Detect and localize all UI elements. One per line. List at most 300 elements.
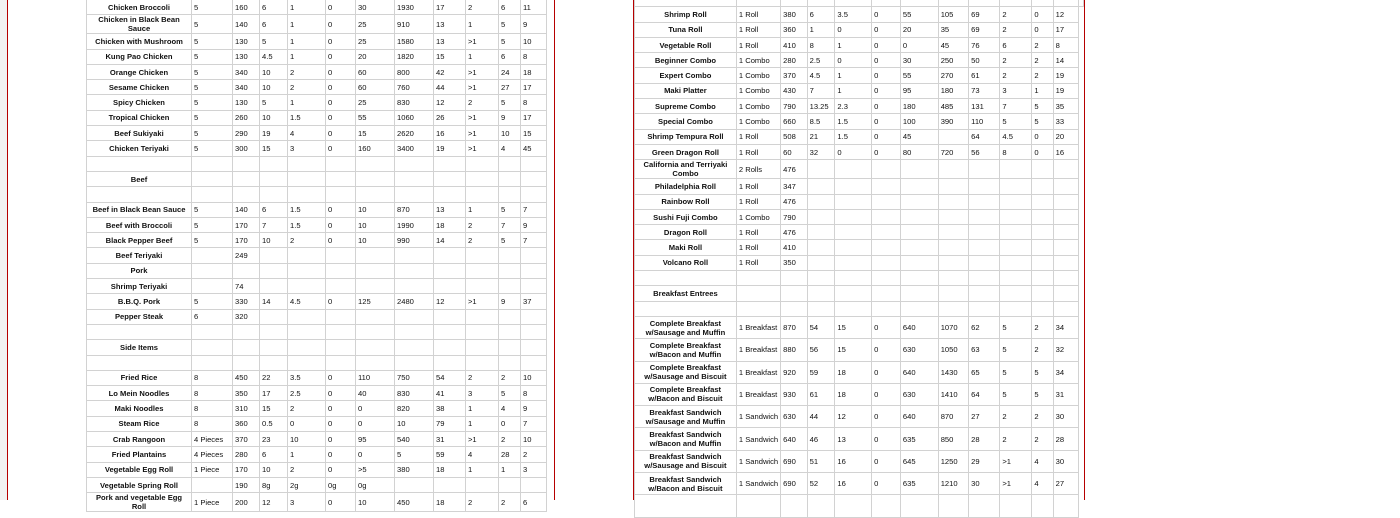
- nutrition-value-cell: [872, 0, 901, 7]
- nutrition-value-cell: 2: [1000, 22, 1032, 37]
- nutrition-value-cell: [395, 187, 434, 202]
- item-name-cell: Side Items: [87, 340, 192, 355]
- nutrition-value-cell: 1.5: [835, 114, 872, 129]
- nutrition-value-cell: 0: [1032, 22, 1053, 37]
- nutrition-value-cell: 60: [781, 144, 807, 159]
- nutrition-value-cell: [233, 355, 260, 370]
- nutrition-value-cell: 50: [969, 53, 1000, 68]
- nutrition-value-cell: 476: [781, 194, 807, 209]
- nutrition-value-cell: [326, 248, 356, 263]
- nutrition-value-cell: 40: [356, 386, 395, 401]
- table-row: [635, 144, 1084, 159]
- table-row: [87, 171, 547, 186]
- nutrition-value-cell: 5: [1000, 316, 1032, 338]
- nutrition-value-cell: [969, 495, 1000, 517]
- nutrition-value-cell: 17: [521, 110, 547, 125]
- nutrition-value-cell: [1032, 255, 1053, 270]
- nutrition-value-cell: 720: [938, 144, 968, 159]
- nutrition-value-cell: 130: [233, 49, 260, 64]
- table-row: [87, 34, 547, 49]
- nutrition-value-cell: 3: [288, 141, 326, 156]
- item-name-cell: [635, 0, 737, 7]
- nutrition-value-cell: [938, 225, 968, 240]
- nutrition-value-cell: >5: [356, 462, 395, 477]
- nutrition-value-cell: 15: [835, 339, 872, 361]
- nutrition-value-cell: 31: [434, 432, 466, 447]
- nutrition-value-cell: [466, 355, 499, 370]
- table-row: [87, 340, 547, 355]
- table-row: [635, 53, 1084, 68]
- nutrition-value-cell: [395, 309, 434, 324]
- nutrition-value-cell: 1 Sandwich: [736, 406, 780, 428]
- nutrition-value-cell: [356, 324, 395, 339]
- nutrition-value-cell: 10: [356, 233, 395, 248]
- nutrition-value-cell: 2: [1000, 53, 1032, 68]
- nutrition-value-cell: 1 Combo: [736, 53, 780, 68]
- nutrition-value-cell: 0: [499, 416, 521, 431]
- nutrition-value-cell: [900, 240, 938, 255]
- nutrition-value-cell: [1053, 179, 1078, 194]
- table-row: [87, 156, 547, 171]
- nutrition-value-cell: [288, 279, 326, 294]
- nutrition-value-cell: 45: [938, 37, 968, 52]
- nutrition-value-cell: 30: [900, 53, 938, 68]
- nutrition-value-cell: [736, 495, 780, 517]
- nutrition-value-cell: [466, 156, 499, 171]
- nutrition-value-cell: 28: [499, 447, 521, 462]
- nutrition-value-cell: [938, 160, 968, 179]
- nutrition-value-cell: [326, 187, 356, 202]
- nutrition-value-cell: [1000, 255, 1032, 270]
- nutrition-value-cell: 60: [356, 64, 395, 79]
- nutrition-value-cell: 56: [969, 144, 1000, 159]
- nutrition-value-cell: 14: [1053, 53, 1078, 68]
- nutrition-value-cell: 79: [434, 416, 466, 431]
- nutrition-value-cell: 2: [288, 80, 326, 95]
- nutrition-value-cell: [1000, 225, 1032, 240]
- nutrition-value-cell: 1 Combo: [736, 99, 780, 114]
- nutrition-value-cell: 1: [288, 34, 326, 49]
- nutrition-value-cell: [356, 171, 395, 186]
- nutrition-value-cell: 13: [434, 15, 466, 34]
- nutrition-value-cell: [807, 179, 835, 194]
- nutrition-value-cell: [260, 324, 288, 339]
- nutrition-value-cell: [835, 301, 872, 316]
- table-row: [87, 126, 547, 141]
- nutrition-value-cell: [260, 187, 288, 202]
- nutrition-value-cell: [434, 171, 466, 186]
- nutrition-value-cell: 6: [499, 0, 521, 15]
- nutrition-value-cell: [807, 301, 835, 316]
- nutrition-value-cell: 55: [900, 68, 938, 83]
- nutrition-value-cell: 370: [781, 68, 807, 83]
- nutrition-value-cell: 2: [499, 370, 521, 385]
- nutrition-value-cell: [260, 340, 288, 355]
- nutrition-value-cell: [356, 248, 395, 263]
- nutrition-value-cell: [326, 324, 356, 339]
- nutrition-value-cell: [326, 355, 356, 370]
- nutrition-value-cell: [192, 248, 233, 263]
- nutrition-value-cell: 4 Pieces: [192, 447, 233, 462]
- table-row: [635, 22, 1084, 37]
- nutrition-value-cell: [807, 160, 835, 179]
- nutrition-value-cell: [938, 255, 968, 270]
- item-name-cell: Philadelphia Roll: [635, 179, 737, 194]
- nutrition-value-cell: >1: [466, 110, 499, 125]
- nutrition-value-cell: 7: [260, 217, 288, 232]
- nutrition-value-cell: 9: [521, 401, 547, 416]
- nutrition-value-cell: 55: [900, 7, 938, 22]
- nutrition-value-cell: [260, 355, 288, 370]
- nutrition-value-cell: 1 Roll: [736, 255, 780, 270]
- nutrition-value-cell: [1032, 286, 1053, 301]
- table-row: [635, 240, 1084, 255]
- nutrition-value-cell: 5: [1000, 383, 1032, 405]
- nutrition-value-cell: 0: [326, 386, 356, 401]
- document-page-left[interactable]: [7, 0, 555, 512]
- nutrition-value-cell: 0: [872, 383, 901, 405]
- nutrition-value-cell: 0: [872, 473, 901, 495]
- nutrition-value-cell: [521, 156, 547, 171]
- nutrition-value-cell: 63: [969, 339, 1000, 361]
- nutrition-value-cell: [356, 340, 395, 355]
- nutrition-value-cell: 18: [434, 217, 466, 232]
- table-row: [635, 450, 1084, 472]
- nutrition-value-cell: 1 Roll: [736, 22, 780, 37]
- item-name-cell: Breakfast Sandwich w/Bacon and Muffin: [635, 428, 737, 450]
- nutrition-value-cell: 0: [872, 428, 901, 450]
- item-name-cell: Steam Rice: [87, 416, 192, 431]
- nutrition-value-cell: [260, 309, 288, 324]
- nutrition-value-cell: [499, 171, 521, 186]
- nutrition-value-cell: 10: [395, 416, 434, 431]
- nutrition-value-cell: [326, 340, 356, 355]
- nutrition-value-cell: 15: [835, 316, 872, 338]
- item-name-cell: Complete Breakfast w/Bacon and Muffin: [635, 339, 737, 361]
- nutrition-value-cell: [288, 340, 326, 355]
- nutrition-value-cell: 16: [835, 473, 872, 495]
- nutrition-value-cell: 44: [434, 80, 466, 95]
- nutrition-value-cell: [356, 156, 395, 171]
- item-name-cell: Volcano Roll: [635, 255, 737, 270]
- item-name-cell: Tuna Roll: [635, 22, 737, 37]
- nutrition-value-cell: 2: [288, 462, 326, 477]
- nutrition-value-cell: 110: [356, 370, 395, 385]
- nutrition-value-cell: 0: [326, 15, 356, 34]
- nutrition-value-cell: [499, 156, 521, 171]
- nutrition-value-cell: 30: [1053, 450, 1078, 472]
- nutrition-value-cell: 5: [1032, 99, 1053, 114]
- nutrition-value-cell: 870: [938, 406, 968, 428]
- nutrition-value-cell: 2: [1032, 316, 1053, 338]
- nutrition-value-cell: [434, 279, 466, 294]
- nutrition-value-cell: [900, 255, 938, 270]
- nutrition-value-cell: 69: [969, 22, 1000, 37]
- nutrition-value-cell: 20: [900, 22, 938, 37]
- nutrition-value-cell: 0: [872, 7, 901, 22]
- nutrition-value-cell: 1: [1032, 83, 1053, 98]
- document-page-right[interactable]: [633, 0, 1085, 500]
- nutrition-value-cell: [356, 263, 395, 278]
- nutrition-value-cell: [521, 263, 547, 278]
- nutrition-value-cell: [466, 171, 499, 186]
- nutrition-value-cell: 430: [781, 83, 807, 98]
- nutrition-value-cell: 4.5: [260, 49, 288, 64]
- nutrition-value-cell: 14: [434, 233, 466, 248]
- nutrition-value-cell: [1032, 160, 1053, 179]
- nutrition-value-cell: 34: [1053, 361, 1078, 383]
- item-name-cell: Vegetable Egg Roll: [87, 462, 192, 477]
- nutrition-value-cell: 5: [192, 80, 233, 95]
- nutrition-value-cell: [807, 495, 835, 517]
- nutrition-value-cell: 27: [499, 80, 521, 95]
- nutrition-value-cell: 15: [521, 126, 547, 141]
- nutrition-value-cell: 8.5: [807, 114, 835, 129]
- nutrition-value-cell: 12: [835, 406, 872, 428]
- nutrition-value-cell: 0: [356, 416, 395, 431]
- nutrition-value-cell: 350: [233, 386, 260, 401]
- nutrition-value-cell: [499, 263, 521, 278]
- nutrition-value-cell: 0: [872, 361, 901, 383]
- nutrition-value-cell: 1580: [395, 34, 434, 49]
- nutrition-value-cell: 870: [395, 202, 434, 217]
- nutrition-value-cell: [969, 0, 1000, 7]
- nutrition-value-cell: [326, 263, 356, 278]
- nutrition-value-cell: 380: [781, 7, 807, 22]
- item-name-cell: [635, 301, 737, 316]
- nutrition-value-cell: 0: [326, 110, 356, 125]
- nutrition-value-cell: [872, 225, 901, 240]
- nutrition-value-cell: 2.5: [807, 53, 835, 68]
- nutrition-value-cell: 6: [1000, 37, 1032, 52]
- nutrition-value-cell: 1: [288, 95, 326, 110]
- table-row: [635, 406, 1084, 428]
- nutrition-value-cell: 2: [1000, 68, 1032, 83]
- nutrition-value-cell: [521, 248, 547, 263]
- nutrition-value-cell: [434, 309, 466, 324]
- nutrition-value-cell: 110: [969, 114, 1000, 129]
- nutrition-value-cell: [872, 301, 901, 316]
- nutrition-value-cell: 2: [466, 370, 499, 385]
- nutrition-value-cell: 1820: [395, 49, 434, 64]
- nutrition-value-cell: 6: [260, 202, 288, 217]
- nutrition-value-cell: [499, 324, 521, 339]
- nutrition-value-cell: 0: [326, 34, 356, 49]
- nutrition-value-cell: [1032, 194, 1053, 209]
- nutrition-value-cell: 7: [499, 217, 521, 232]
- nutrition-value-cell: [938, 271, 968, 286]
- nutrition-value-cell: [807, 209, 835, 224]
- nutrition-value-cell: 65: [969, 361, 1000, 383]
- nutrition-value-cell: [499, 309, 521, 324]
- nutrition-value-cell: [288, 324, 326, 339]
- nutrition-value-cell: 1 Breakfast: [736, 383, 780, 405]
- nutrition-value-cell: [192, 355, 233, 370]
- nutrition-value-cell: 1 Breakfast: [736, 361, 780, 383]
- nutrition-value-cell: 170: [233, 217, 260, 232]
- nutrition-value-cell: 10: [260, 80, 288, 95]
- nutrition-value-cell: 410: [781, 240, 807, 255]
- nutrition-value-cell: 3: [466, 386, 499, 401]
- nutrition-value-cell: 18: [835, 383, 872, 405]
- item-name-cell: Green Dragon Roll: [635, 144, 737, 159]
- nutrition-value-cell: 5: [192, 202, 233, 217]
- nutrition-value-cell: [1000, 301, 1032, 316]
- nutrition-value-cell: 28: [1053, 428, 1078, 450]
- nutrition-value-cell: 1 Roll: [736, 240, 780, 255]
- nutrition-value-cell: [835, 495, 872, 517]
- table-row: [87, 202, 547, 217]
- nutrition-value-cell: 0.5: [260, 416, 288, 431]
- table-row: [635, 194, 1084, 209]
- item-name-cell: [635, 495, 737, 517]
- nutrition-value-cell: [835, 0, 872, 7]
- item-name-cell: Maki Platter: [635, 83, 737, 98]
- nutrition-value-cell: >1: [466, 294, 499, 309]
- nutrition-value-cell: [1000, 194, 1032, 209]
- nutrition-value-cell: 1: [466, 462, 499, 477]
- nutrition-value-cell: 19: [260, 126, 288, 141]
- nutrition-value-cell: [900, 301, 938, 316]
- nutrition-value-cell: [288, 248, 326, 263]
- nutrition-value-cell: [1000, 286, 1032, 301]
- table-row: [87, 432, 547, 447]
- nutrition-value-cell: [233, 171, 260, 186]
- nutrition-value-cell: [1032, 495, 1053, 517]
- nutrition-value-cell: 270: [938, 68, 968, 83]
- item-name-cell: Rainbow Roll: [635, 194, 737, 209]
- nutrition-value-cell: 0: [326, 432, 356, 447]
- nutrition-value-cell: 5: [192, 110, 233, 125]
- item-name-cell: [87, 156, 192, 171]
- nutrition-value-cell: 35: [938, 22, 968, 37]
- nutrition-value-cell: 4.5: [807, 68, 835, 83]
- nutrition-value-cell: [288, 263, 326, 278]
- item-name-cell: Tropical Chicken: [87, 110, 192, 125]
- nutrition-value-cell: 410: [781, 37, 807, 52]
- nutrition-value-cell: 0: [872, 83, 901, 98]
- nutrition-value-cell: 760: [395, 80, 434, 95]
- nutrition-value-cell: [395, 171, 434, 186]
- nutrition-value-cell: 990: [395, 233, 434, 248]
- nutrition-value-cell: 25: [356, 15, 395, 34]
- nutrition-value-cell: 130: [233, 34, 260, 49]
- nutrition-value-cell: [872, 255, 901, 270]
- nutrition-value-cell: 27: [1053, 473, 1078, 495]
- nutrition-value-cell: 8: [521, 95, 547, 110]
- nutrition-value-cell: 5: [1032, 361, 1053, 383]
- nutrition-value-cell: 6: [807, 7, 835, 22]
- nutrition-value-cell: [499, 477, 521, 492]
- nutrition-value-cell: 15: [434, 49, 466, 64]
- nutrition-value-cell: 0: [326, 95, 356, 110]
- nutrition-value-cell: >1: [466, 80, 499, 95]
- nutrition-value-cell: 170: [233, 462, 260, 477]
- nutrition-value-cell: 10: [356, 217, 395, 232]
- nutrition-value-cell: 140: [233, 15, 260, 34]
- nutrition-value-cell: 15: [356, 126, 395, 141]
- item-name-cell: Pork: [87, 263, 192, 278]
- nutrition-value-cell: 5: [192, 15, 233, 34]
- nutrition-value-cell: 32: [807, 144, 835, 159]
- nutrition-value-cell: 64: [969, 129, 1000, 144]
- table-row: [635, 99, 1084, 114]
- nutrition-value-cell: [781, 301, 807, 316]
- nutrition-value-cell: 1 Roll: [736, 225, 780, 240]
- nutrition-value-cell: [1032, 301, 1053, 316]
- table-row: [87, 80, 547, 95]
- nutrition-value-cell: [356, 279, 395, 294]
- nutrition-value-cell: 12: [434, 294, 466, 309]
- nutrition-value-cell: [1000, 495, 1032, 517]
- nutrition-value-cell: 0: [872, 37, 901, 52]
- nutrition-value-cell: 0: [872, 68, 901, 83]
- nutrition-value-cell: 17: [434, 0, 466, 15]
- nutrition-value-cell: 1: [466, 15, 499, 34]
- table-row: [87, 386, 547, 401]
- nutrition-value-cell: 390: [938, 114, 968, 129]
- nutrition-value-cell: 59: [807, 361, 835, 383]
- nutrition-value-cell: [260, 263, 288, 278]
- nutrition-value-cell: 0g: [356, 477, 395, 492]
- nutrition-value-cell: 790: [781, 209, 807, 224]
- nutrition-value-cell: 20: [1053, 129, 1078, 144]
- table-row: [635, 68, 1084, 83]
- nutrition-value-cell: [1053, 255, 1078, 270]
- nutrition-value-cell: [835, 194, 872, 209]
- nutrition-value-cell: 2: [1032, 406, 1053, 428]
- nutrition-value-cell: [466, 477, 499, 492]
- nutrition-value-cell: 19: [1053, 83, 1078, 98]
- item-name-cell: Maki Roll: [635, 240, 737, 255]
- nutrition-value-cell: [192, 477, 233, 492]
- nutrition-value-cell: 1.5: [835, 129, 872, 144]
- nutrition-value-cell: [326, 279, 356, 294]
- nutrition-value-cell: [872, 194, 901, 209]
- nutrition-value-cell: 640: [781, 428, 807, 450]
- nutrition-value-cell: 0: [326, 493, 356, 512]
- nutrition-value-cell: [1053, 271, 1078, 286]
- table-row: [87, 15, 547, 34]
- nutrition-value-cell: 3.5: [835, 7, 872, 22]
- table-row: [87, 294, 547, 309]
- nutrition-value-cell: 690: [781, 473, 807, 495]
- nutrition-value-cell: [233, 156, 260, 171]
- nutrition-value-cell: 31: [1053, 383, 1078, 405]
- nutrition-value-cell: 2620: [395, 126, 434, 141]
- nutrition-value-cell: 1: [466, 49, 499, 64]
- nutrition-value-cell: [835, 240, 872, 255]
- nutrition-value-cell: [192, 156, 233, 171]
- nutrition-value-cell: 2: [1032, 428, 1053, 450]
- nutrition-value-cell: [1032, 271, 1053, 286]
- nutrition-value-cell: [900, 225, 938, 240]
- nutrition-value-cell: 16: [1053, 144, 1078, 159]
- table-row: [635, 383, 1084, 405]
- nutrition-value-cell: [395, 324, 434, 339]
- table-row: [635, 7, 1084, 22]
- nutrition-value-cell: 1: [288, 447, 326, 462]
- nutrition-value-cell: [900, 209, 938, 224]
- table-row: [635, 495, 1084, 517]
- nutrition-value-cell: 29: [969, 450, 1000, 472]
- nutrition-value-cell: 0: [326, 401, 356, 416]
- nutrition-value-cell: 380: [395, 462, 434, 477]
- table-row: [87, 309, 547, 324]
- nutrition-value-cell: [736, 0, 780, 7]
- nutrition-value-cell: 930: [781, 383, 807, 405]
- item-name-cell: [87, 324, 192, 339]
